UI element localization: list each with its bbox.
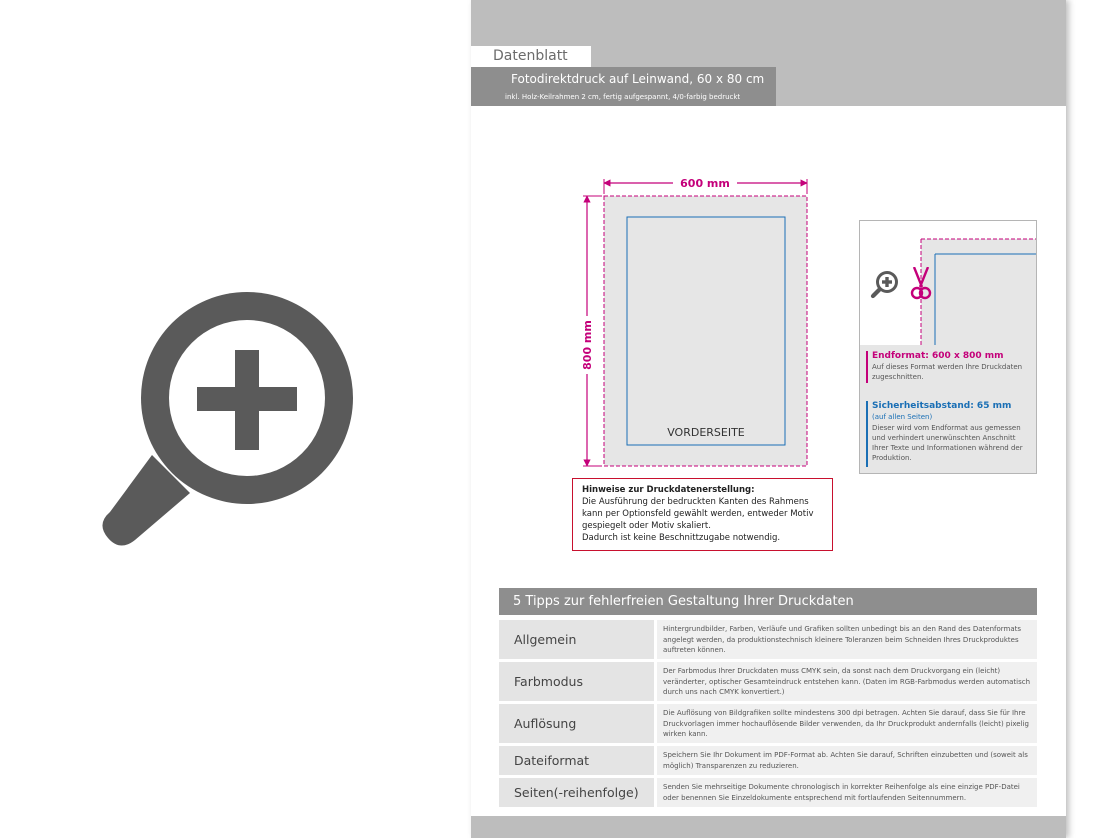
safety-text: Dieser wird vom Endformat aus gemessen und verhindert unerwünschten Anschnitt Ihrer Texte und Informationen während der Produktion. (872, 424, 1023, 462)
tip-text: Die Auflösung von Bildgrafiken sollte mindestens 300 dpi betragen. Achten Sie darauf, dass Sie für Ihre Druckvorlagen immer hochauflösende Bilder verwenden, da Ihr Druckprodukt andernfalls (leicht) pixelig wirken kann. (657, 704, 1037, 743)
notes-heading: Hinweise zur Druckdatenerstellung: (582, 485, 755, 495)
endformat-text: Auf dieses Format werden Ihre Druckdaten zugeschnitten. (872, 363, 1023, 381)
product-title: Fotodirektdruck auf Leinwand, 60 x 80 cm (511, 72, 765, 86)
tip-row (499, 704, 1037, 743)
scissors-icon (910, 267, 932, 301)
safety-subtitle: (auf allen Seiten) (872, 413, 933, 421)
tip-label: Auflösung (499, 704, 654, 743)
tip-label: Allgemein (499, 620, 654, 659)
tip-text: Der Farbmodus Ihrer Druckdaten muss CMYK sein, da sonst nach dem Druckvorgang ein (leicht) veränderter, optischer Gesamteindruck entstehen kann. (Daten im RGB-Farbmodus werden automatisch durch uns nach CMYK konvertiert.) (657, 662, 1037, 701)
tip-text: Speichern Sie Ihr Dokument im PDF-Format ab. Achten Sie darauf, Schriften einzubetten und (soweit als möglich) Transparenzen zu reduzieren. (657, 746, 1037, 775)
tip-label: Dateiformat (499, 746, 654, 775)
height-label: 800 mm (581, 320, 594, 370)
tips-heading: 5 Tipps zur fehlerfreien Gestaltung Ihrer Druckdaten (499, 588, 1037, 615)
tip-row (499, 620, 1037, 659)
page-footer-band (471, 816, 1066, 838)
tips-table (499, 620, 1037, 810)
notes-line: Dadurch ist keine Beschnittzugabe notwendig. (582, 533, 781, 543)
zoom-in-small-icon[interactable] (870, 269, 900, 299)
product-subtitle: inkl. Holz-Keilrahmen 2 cm, fertig aufgespannt, 4/0-farbig bedruckt (505, 93, 741, 101)
width-label: 600 mm (680, 177, 730, 190)
datasheet-page (471, 0, 1066, 838)
tip-row (499, 662, 1037, 701)
format-info-box (859, 220, 1037, 474)
detail-view (860, 221, 1036, 345)
notes-line: gespiegelt oder Motiv skaliert. (582, 521, 711, 531)
notes-line: Die Ausführung der bedruckten Kanten des Rahmens (582, 497, 809, 507)
zoom-in-icon[interactable] (100, 290, 360, 550)
tip-row (499, 746, 1037, 775)
tip-label: Seiten(-reihenfolge) (499, 778, 654, 807)
format-legend (860, 345, 1036, 473)
endformat-title: Endformat: 600 x 800 mm (872, 351, 1004, 361)
tip-text: Hintergrundbilder, Farben, Verläufe und Grafiken sollten unbedingt bis an den Rand des Datenformats angelegt werden, da produktionstechnisch kleinere Toleranzen beim Schneiden Ihres Druckproduktes auftreten können. (657, 620, 1037, 659)
tip-text: Senden Sie mehrseitige Dokumente chronologisch in korrekter Reihenfolge als eine einzige PDF-Datei oder benennen Sie Einzeldokumente entsprechend mit fortlaufenden Seitennummern. (657, 778, 1037, 807)
tip-row (499, 778, 1037, 807)
safety-title: Sicherheitsabstand: 65 mm (872, 401, 1012, 411)
print-notes-box (572, 478, 833, 551)
notes-line: kann per Optionsfeld gewählt werden, entweder Motiv (582, 509, 814, 519)
side-label: VORDERSEITE (667, 426, 745, 439)
format-drawing (575, 172, 825, 472)
tip-label: Farbmodus (499, 662, 654, 701)
product-title-bar (471, 67, 776, 106)
datasheet-tab: Datenblatt (471, 46, 591, 67)
